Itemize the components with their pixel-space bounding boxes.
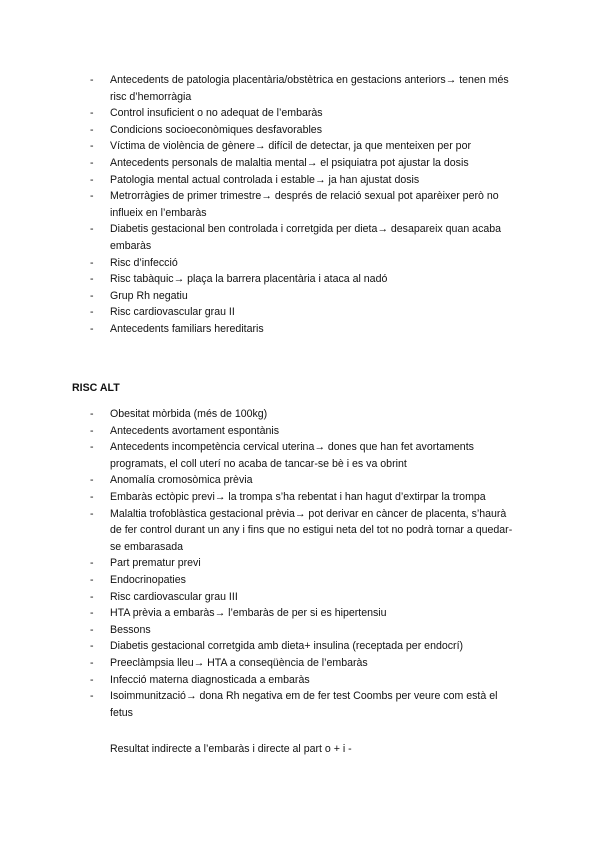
list-item: - Risc tabàquic→ plaça la barrera placentària i ataca al nadó: [0, 271, 600, 288]
section-heading-high-risk: RISC ALT: [72, 382, 120, 394]
list-item: - Anomalía cromosòmica prèvia: [0, 472, 600, 489]
risk-factors-list: [0, 72, 600, 338]
list-item: - Condicions socioeconòmiques desfavorables: [0, 122, 600, 139]
list-item: - HTA prèvia a embaràs→ l’embaràs de per si es hipertensiu: [0, 605, 600, 622]
list-item: - Antecedents avortament espontànis: [0, 423, 600, 440]
list-item: - Control insuficient o no adequat de l’embaràs: [0, 105, 600, 122]
list-item: - Bessons: [0, 622, 600, 639]
list-item: - Malaltia trofoblàstica gestacional prèvia→ pot derivar en càncer de placenta, s’haurà de fer control durant un any i fins que no estigui neta del tot no podrà tornar a quedar-se embarasada: [0, 506, 600, 556]
list-item: - Víctima de violència de gènere→ difícil de detectar, ja que menteixen per por: [0, 138, 600, 155]
list-item: - Grup Rh negatiu: [0, 288, 600, 305]
list-item: - Antecedents de patologia placentària/obstètrica en gestacions anteriors→ tenen més risc d’hemorràgia: [0, 72, 600, 105]
high-risk-list: [0, 406, 600, 721]
list-item: - Endocrinopaties: [0, 572, 600, 589]
list-item: - Risc cardiovascular grau II: [0, 304, 600, 321]
list-item: - Risc cardiovascular grau III: [0, 589, 600, 606]
list-item: - Antecedents personals de malaltia mental→ el psiquiatra pot ajustar la dosis: [0, 155, 600, 172]
list-item: - Diabetis gestacional corretgida amb dieta+ insulina (receptada per endocrí): [0, 638, 600, 655]
list-item: - Embaràs ectòpic previ→ la trompa s’ha rebentat i han hagut d’extirpar la trompa: [0, 489, 600, 506]
list-item: - Antecedents incompetència cervical uterina→ dones que han fet avortaments programats, el coll uterí no acaba de tancar-se bè i es va obrint: [0, 439, 600, 472]
list-item: - Risc d’infecció: [0, 255, 600, 272]
list-item: - Antecedents familiars hereditaris: [0, 321, 600, 338]
list-item: - Isoimmunització→ dona Rh negativa em de fer test Coombs per veure com està el fetus: [0, 688, 600, 721]
result-note: Resultat indirecte a l’embaràs i directe al part o + i -: [110, 743, 352, 755]
list-item: - Patologia mental actual controlada i estable→ ja han ajustat dosis: [0, 172, 600, 189]
list-item: - Preeclàmpsia lleu→ HTA a conseqüència de l’embaràs: [0, 655, 600, 672]
list-item: - Metrorràgies de primer trimestre→ després de relació sexual pot aparèixer però no influeix en l’embaràs: [0, 188, 600, 221]
list-item: - Part prematur previ: [0, 555, 600, 572]
list-item: - Obesitat mòrbida (més de 100kg): [0, 406, 600, 423]
list-item: - Infecció materna diagnosticada a embaràs: [0, 672, 600, 689]
list-item: - Diabetis gestacional ben controlada i corretgida per dieta→ desapareix quan acaba embaràs: [0, 221, 600, 254]
